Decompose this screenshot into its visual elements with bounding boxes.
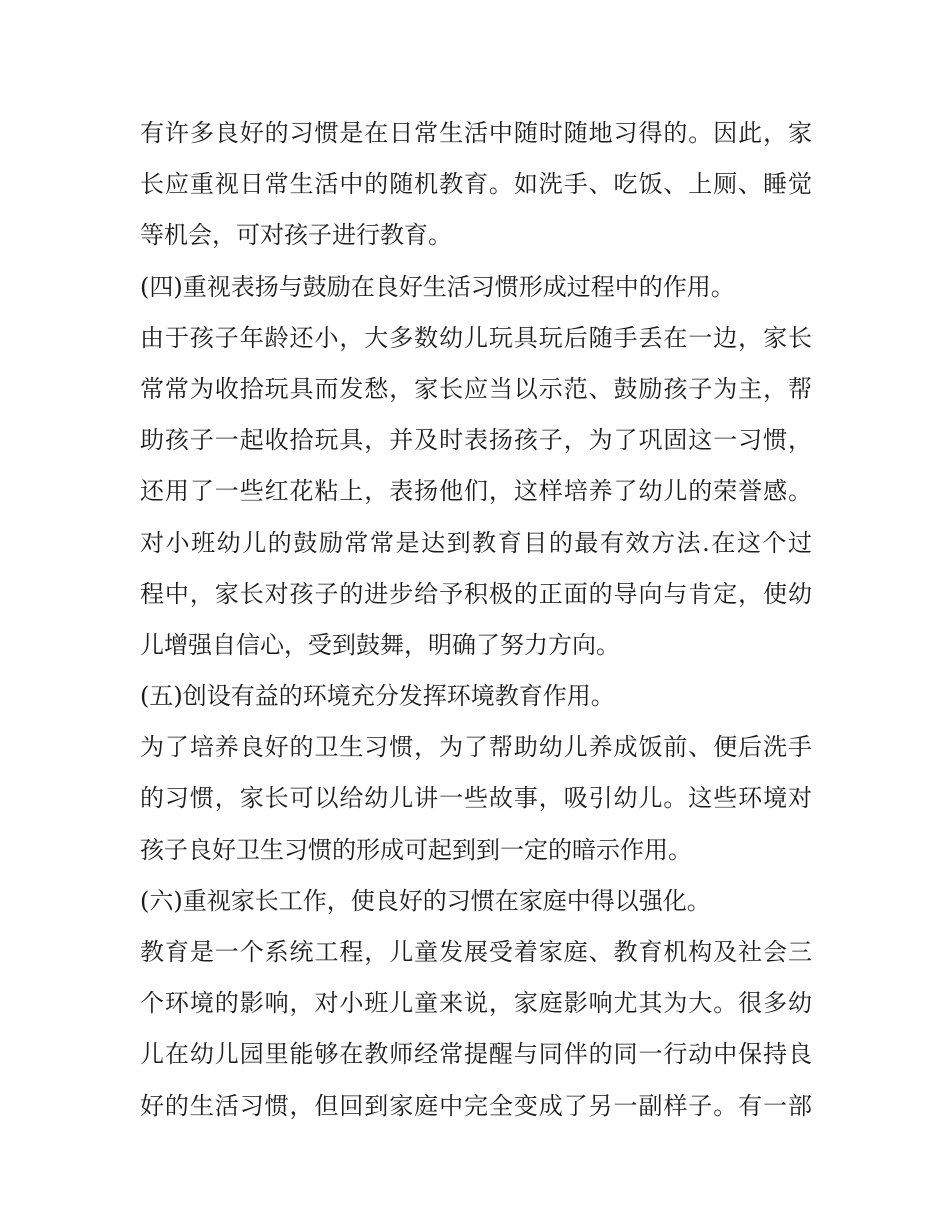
paragraph-line: 的习惯，家长可以给幼儿讲一些故事，吸引幼儿。这些环境对 bbox=[140, 784, 812, 813]
paragraph-line: 教育是一个系统工程，儿童发展受着家庭、教育机构及社会三 bbox=[140, 938, 812, 966]
section-heading: (五)创设有益的环境充分发挥环境教育作用。 bbox=[140, 682, 615, 711]
paragraph-line: 等机会，可对孩子进行教育。 bbox=[140, 221, 452, 250]
paragraph-line: 程中，家长对孩子的进步给予积极的正面的导向与肯定，使幼 bbox=[140, 579, 812, 608]
paragraph-line: 好的生活习惯，但回到家庭中完全变成了另一副样子。有一部 bbox=[140, 1091, 812, 1120]
section-heading: (六)重视家长工作，使良好的习惯在家庭中得以强化。 bbox=[140, 886, 711, 915]
paragraph-line: 孩子良好卫生习惯的形成可起到到一定的暗示作用。 bbox=[140, 835, 692, 864]
paragraph-line: 为了培养良好的卫生习惯，为了帮助幼儿养成饭前、便后洗手 bbox=[140, 733, 812, 762]
paragraph-line: 由于孩子年龄还小，大多数幼儿玩具玩后随手丢在一边，家长 bbox=[140, 323, 812, 352]
paragraph-line: 个环境的影响，对小班儿童来说，家庭影响尤其为大。很多幼 bbox=[140, 989, 812, 1018]
paragraph-line: 助孩子一起收拾玩具，并及时表扬孩子，为了巩固这一习惯， bbox=[140, 426, 812, 455]
paragraph-line: 儿增强自信心，受到鼓舞，明确了努力方向。 bbox=[140, 630, 620, 659]
paragraph-line: 常常为收拾玩具而发愁，家长应当以示范、鼓励孩子为主，帮 bbox=[140, 374, 812, 403]
paragraph-line: 还用了一些红花粘上，表扬他们，这样培养了幼儿的荣誉感。 bbox=[140, 477, 812, 506]
paragraph-line: 儿在幼儿园里能够在教师经常提醒与同伴的同一行动中保持良 bbox=[140, 1040, 812, 1069]
section-heading: (四)重视表扬与鼓励在良好生活习惯形成过程中的作用。 bbox=[140, 272, 735, 301]
paragraph-line: 对小班幼儿的鼓励常常是达到教育目的最有效方法.在这个过 bbox=[140, 528, 812, 557]
body-text bbox=[140, 108, 812, 1132]
paragraph-line: 长应重视日常生活中的随机教育。如洗手、吃饭、上厕、睡觉 bbox=[140, 170, 812, 199]
paragraph-line: 有许多良好的习惯是在日常生活中随时随地习得的。因此，家 bbox=[140, 119, 812, 147]
